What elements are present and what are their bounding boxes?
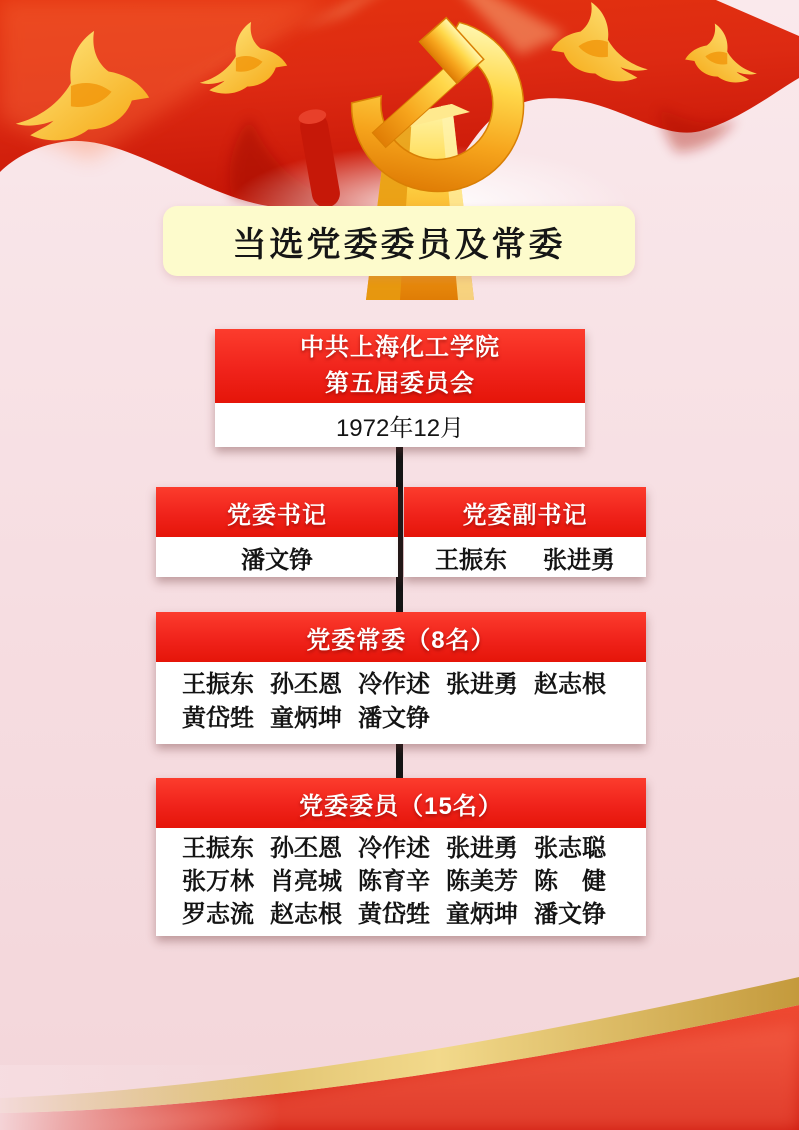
- member-name: 冷作述: [358, 834, 430, 862]
- member-name: 肖亮城: [270, 867, 342, 895]
- member-name: 陈美芳: [446, 867, 518, 895]
- committee-date: 1972年12月: [215, 403, 585, 447]
- connector-line: [396, 740, 403, 782]
- committee-members-names: [156, 828, 646, 936]
- member-name: 张进勇: [543, 546, 615, 574]
- member-name: 张万林: [182, 867, 254, 895]
- standing-committee-title: 党委常委（8名）: [156, 612, 646, 662]
- member-name: 潘文铮: [241, 546, 313, 574]
- committee-name-line1: 中共上海化工学院: [300, 334, 500, 361]
- secretary-names: [156, 537, 398, 577]
- member-name: 潘文铮: [534, 900, 606, 928]
- member-name: 王振东: [435, 546, 507, 574]
- standing-committee-box: [156, 612, 646, 744]
- committee-members-title: 党委委员（15名）: [156, 778, 646, 828]
- member-name: 黄岱甡: [182, 705, 254, 732]
- committee-root-box: [215, 329, 585, 447]
- member-name: 赵志根: [270, 900, 342, 928]
- committee-members-box: [156, 778, 646, 936]
- member-name: 冷作述: [358, 671, 430, 698]
- secretary-box: [156, 487, 398, 577]
- member-name: 王振东: [182, 834, 254, 862]
- member-name: 黄岱甡: [358, 900, 430, 928]
- member-name: 孙丕恩: [270, 834, 342, 862]
- deputy-secretary-names: [404, 537, 646, 577]
- bottom-wave-art: [0, 915, 799, 1130]
- member-name: 张志聪: [534, 834, 606, 862]
- member-name: 孙丕恩: [270, 671, 342, 698]
- member-name: 陈育辛: [358, 867, 430, 895]
- member-name: 张进勇: [446, 834, 518, 862]
- member-name: 罗志流: [182, 900, 254, 928]
- member-name: 王振东: [182, 671, 254, 698]
- member-name: 陈 健: [534, 867, 606, 895]
- member-name: 童炳坤: [446, 900, 518, 928]
- committee-name: [215, 329, 585, 403]
- member-name: 张进勇: [446, 671, 518, 698]
- committee-name-line2: 第五届委员会: [325, 370, 475, 397]
- secretary-title: 党委书记: [156, 487, 398, 537]
- member-name: 童炳坤: [270, 705, 342, 732]
- deputy-secretary-box: [404, 487, 646, 577]
- member-name: 潘文铮: [358, 705, 430, 732]
- deputy-secretary-title: 党委副书记: [404, 487, 646, 537]
- member-name: 赵志根: [534, 671, 606, 698]
- standing-committee-names: [156, 662, 646, 744]
- poster-title: 当选党委委员及常委: [163, 206, 635, 276]
